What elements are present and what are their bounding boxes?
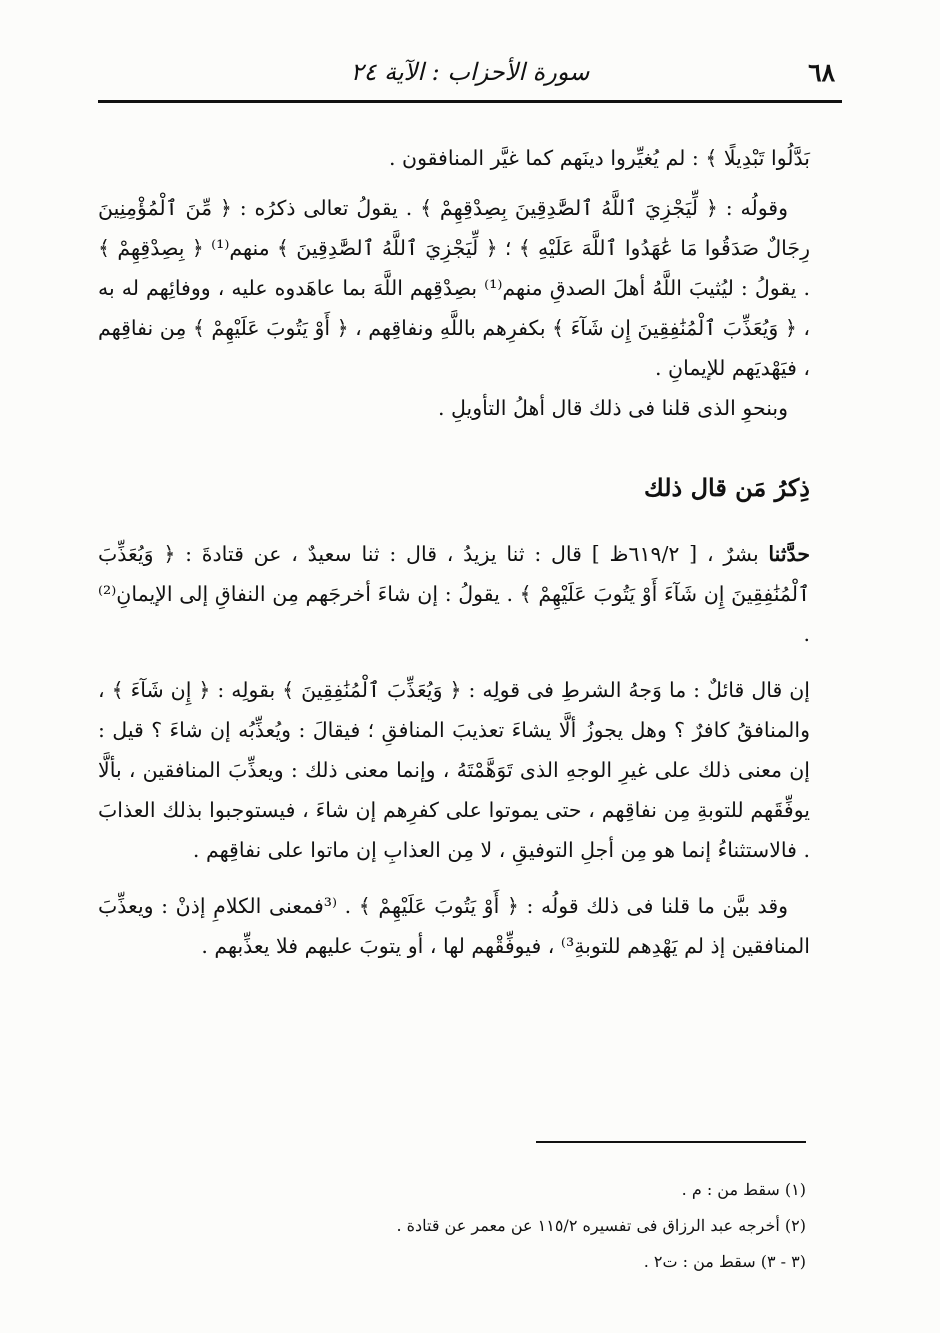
paragraph-6: وقد بيَّن ما قلنا فى ذلك قولُه : ﴿ أَوْ يَتُوبَ عَلَيْهِمْ ﴾ . ⁽³فمعنى الكلامِ إذنْ : ويعذِّبَ المنافقين إذ لم يَهْدِهم للتوبةِ³⁾ ، فيوفِّقْهم لها ، أو يتوبَ عليهم فلا يعذِّبهم . xyxy=(98,894,810,958)
footnote-2: (٢) أخرجه عبد الرزاق فى تفسيره ١١٥/٢ عن معمر عن قتادة . xyxy=(396,1216,806,1235)
footnotes xyxy=(240,1172,806,1280)
footnote-rule xyxy=(536,1141,806,1143)
footnote-3: (٣ - ٣) سقط من : ت٢ . xyxy=(643,1252,806,1271)
footnote-1: (١) سقط من : م . xyxy=(681,1180,806,1199)
narration-text: بشرٌ ، [ ٦١٩/٢ظ ] قال : ثنا يزيدُ ، قال : ثنا سعيدٌ ، عن قتادةَ : ﴿ وَيُعَذِّبَ ٱلْمُنَٰفِقِينَ إِن شَآءَ أَوْ يَتُوبَ عَلَيْهِمْ ﴾ . يقولُ : إن شاءَ أخرجَهم مِن النفاقِ إلى الإيمانِ⁽²⁾ . xyxy=(98,542,810,646)
paragraph-3: وبنحوِ الذى قلنا فى ذلك قال أهلُ التأويلِ . xyxy=(437,396,788,420)
page-header xyxy=(95,52,845,96)
paragraph-1: بَدَّلُوا تَبْدِيلًا ﴾ : لم يُغيِّروا دينَهم كما غيَّر المنافقون . xyxy=(389,146,810,170)
section-heading: ذِكرُ مَن قال ذلك xyxy=(644,473,810,502)
page-number: ٦٨ xyxy=(808,58,835,87)
paragraph-2: وقولُه : ﴿ لِّيَجْزِيَ ٱللَّهُ ٱلصَّٰدِقِينَ بِصِدْقِهِمْ ﴾ . يقولُ تعالى ذكرُه : ﴿ مِّنَ ٱلْمُؤْمِنِينَ رِجَالٌ صَدَقُوا مَا عَٰهَدُوا ٱللَّهَ عَلَيْهِ ﴾ ؛ ﴿ لِّيَجْزِيَ ٱللَّهُ ٱلصَّٰدِقِينَ ﴾ منهم⁽¹⁾ ﴿ بِصِدْقِهِمْ ﴾ . يقولُ : ليُثيبَ اللَّهُ أهلَ الصدقِ منهم⁽¹⁾ بصِدْقِهم اللَّهَ بما عاهَدوه عليه ، ووفائِهم له به ، ﴿ وَيُعَذِّبَ ٱلْمُنَٰفِقِينَ إِن شَآءَ ﴾ بكفرِهم باللَّهِ ونفاقِهم ، ﴿ أَوْ يَتُوبَ عَلَيْهِمْ ﴾ مِن نفاقِهم ، فيَهْديَهم للإيمانِ . xyxy=(98,196,810,380)
paragraph-4 xyxy=(98,534,810,654)
narration-lead: حدَّثنا xyxy=(768,542,810,566)
main-text xyxy=(98,138,810,966)
paragraph-5: إن قال قائلٌ : ما وَجهُ الشرطِ فى قولِه : ﴿ وَيُعَذِّبَ ٱلْمُنَٰفِقِينَ ﴾ بقولِه : ﴿ إِن شَآءَ ﴾ ، والمنافقُ كافرٌ ؟ وهل يجوزُ ألَّا يشاءَ تعذيبَ المنافقِ ؛ فيقالَ : ويُعذِّبُه إن شاءَ ؟ قيل : إن معنى ذلك على غيرِ الوجهِ الذى تَوَهَّمْتَهُ ، وإنما معنى ذلك : ويعذِّبَ المنافقين ، بألَّا يوفِّقَهم للتوبةِ مِن نفاقِهم ، حتى يموتوا على كفرِهم إن شاءَ ، فيستوجبوا بذلك العذابَ . فالاستثناءُ إنما هو مِن أجلِ التوفيقِ ، لا مِن العذابِ إن ماتوا على نفاقِهم . xyxy=(98,678,810,862)
running-title: سورة الأحزاب : الآية ٢٤ xyxy=(350,58,590,86)
header-rule xyxy=(98,100,842,103)
